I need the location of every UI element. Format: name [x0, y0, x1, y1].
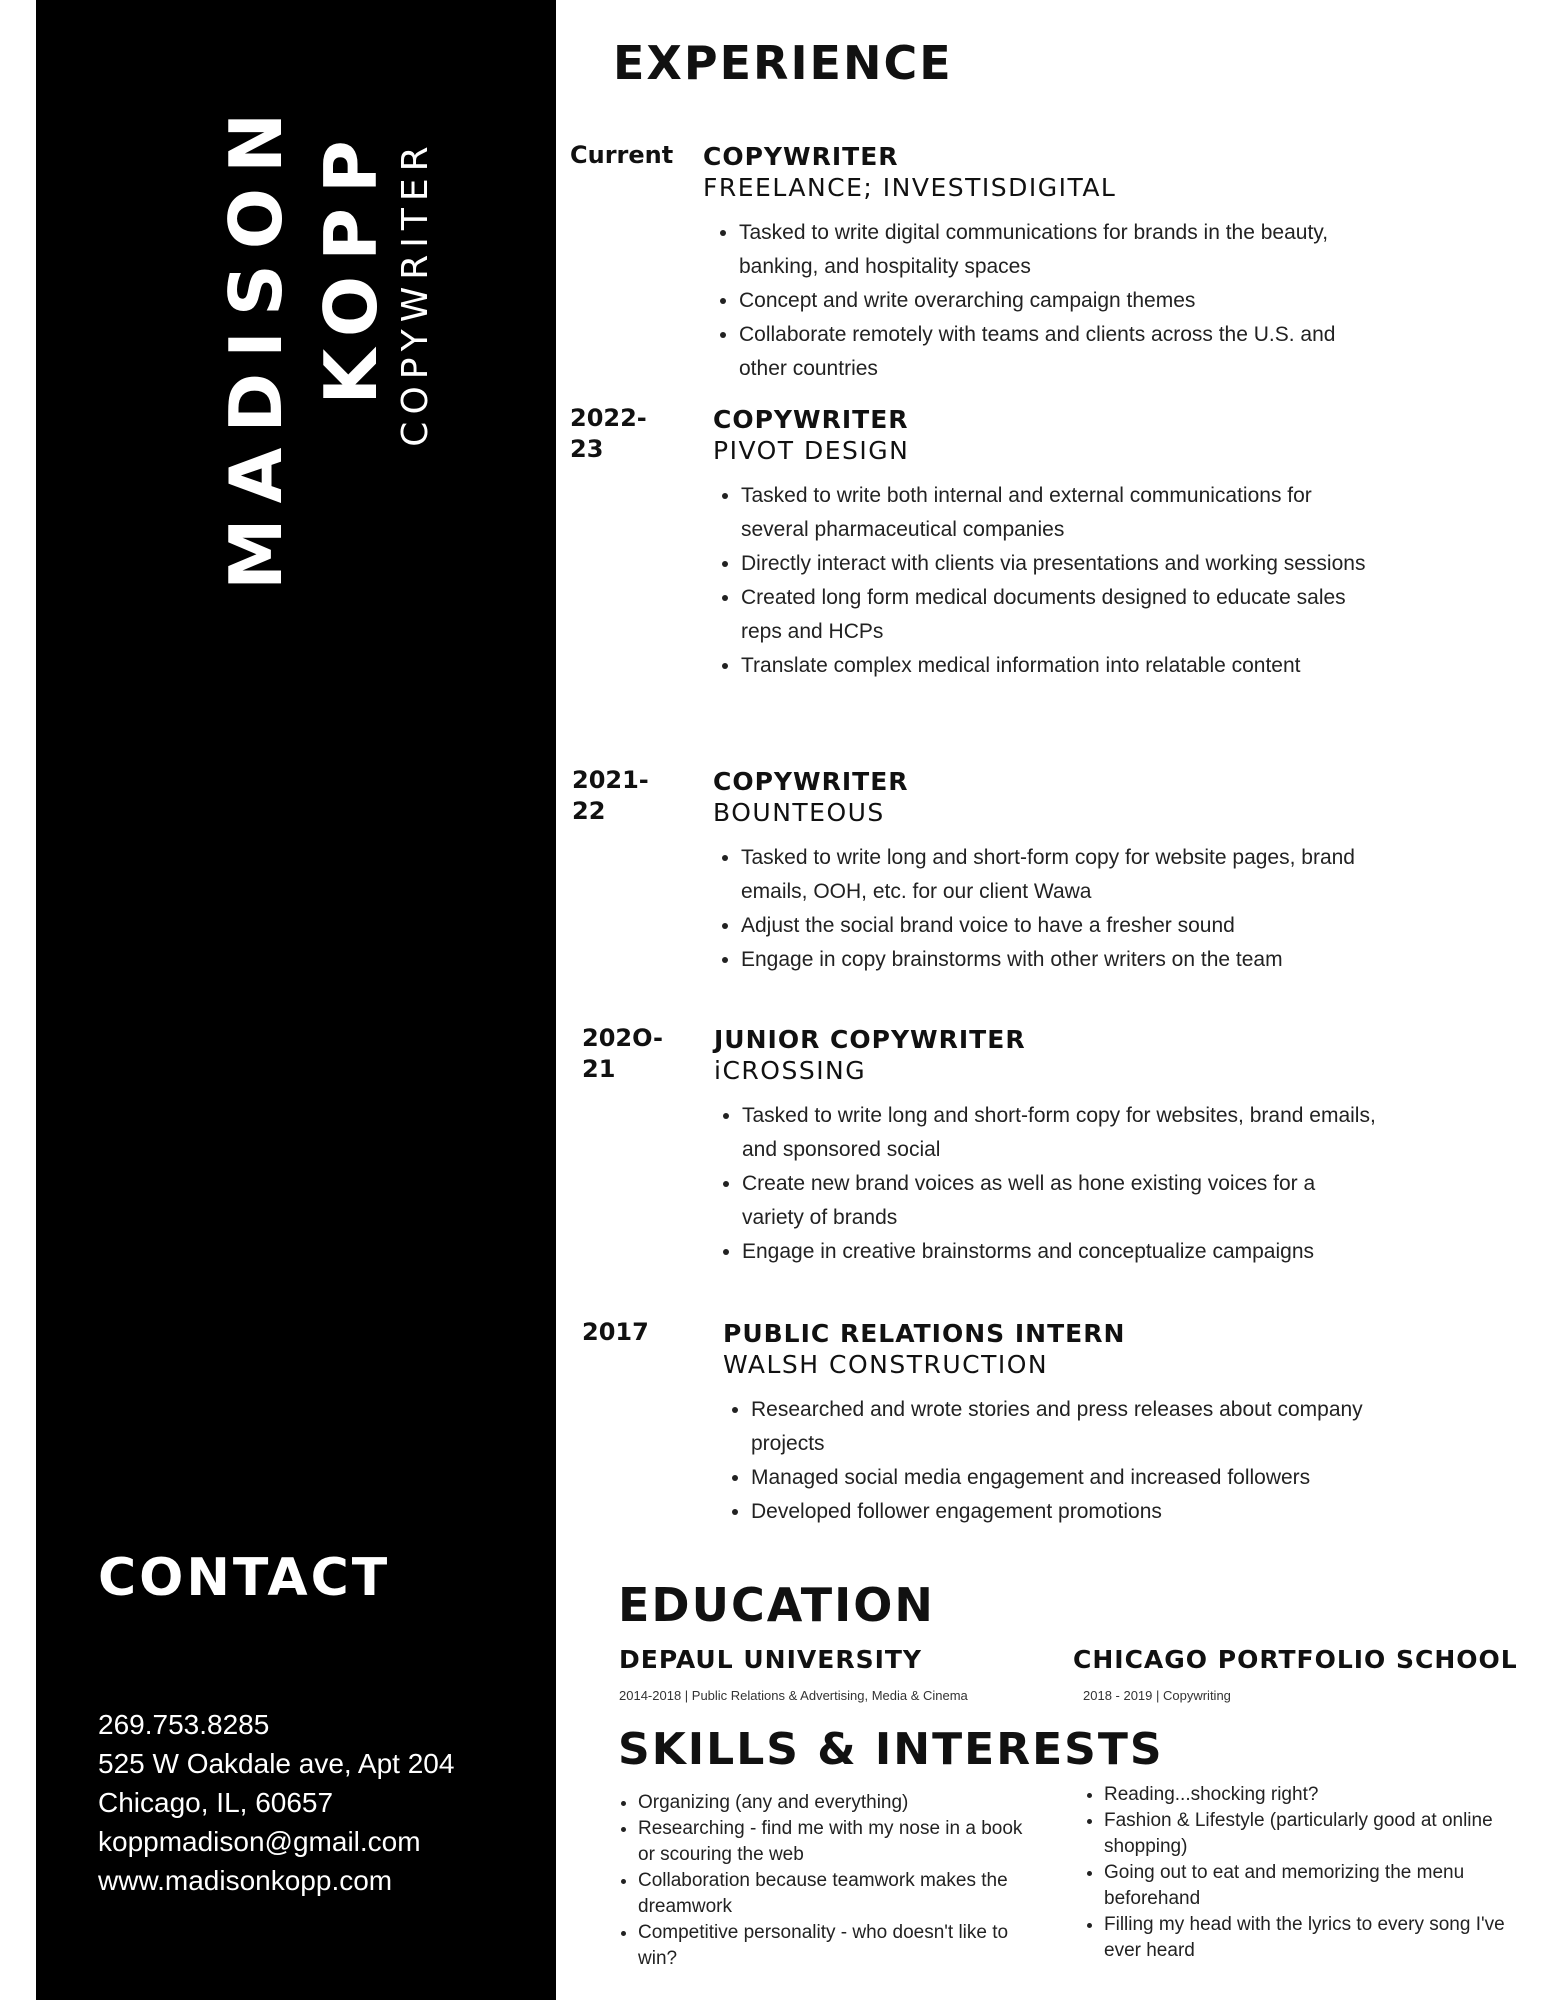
contact-phone[interactable]: 269.753.8285	[98, 1709, 270, 1740]
list-item: • Engage in copy brainstorms with other writers on the team	[741, 943, 1381, 977]
experience-heading: EXPERIENCE	[613, 36, 953, 90]
list-item: • Going out to eat and memorizing the menu beforehand	[1104, 1860, 1524, 1912]
list-item: • Researched and wrote stories and press releases about company projects	[751, 1393, 1391, 1461]
list-item: • Concept and write overarching campaign themes	[739, 284, 1379, 318]
list-item: • Directly interact with clients via presentations and working sessions	[741, 547, 1381, 581]
job-company: BOUNTEOUS	[713, 798, 885, 827]
job-year: Current	[570, 141, 674, 169]
job-year: 2021- 22	[572, 766, 649, 825]
school-meta: 2014-2018 | Public Relations & Advertising, Media & Cinema	[619, 1688, 968, 1703]
name-block	[36, 0, 556, 600]
list-item: • Create new brand voices as well as hone existing voices for a variety of brands	[742, 1167, 1382, 1235]
list-item: • Fashion & Lifestyle (particularly good at online shopping)	[1104, 1808, 1524, 1860]
job-company: WALSH CONSTRUCTION	[723, 1350, 1049, 1379]
list-item: • Organizing (any and everything)	[638, 1790, 1038, 1816]
list-item: • Translate complex medical information into relatable content	[741, 649, 1381, 683]
job-company: iCROSSING	[714, 1056, 867, 1085]
job-year: 202O- 21	[582, 1024, 663, 1083]
school-meta: 2018 - 2019 | Copywriting	[1083, 1688, 1231, 1703]
job-role: PUBLIC RELATIONS INTERN	[723, 1319, 1126, 1348]
first-name: MADISON	[214, 97, 298, 590]
list-item: • Tasked to write long and short-form copy for websites, brand emails, and sponsored social	[742, 1099, 1382, 1167]
job-bullets	[705, 479, 1381, 683]
list-item: • Researching - find me with my nose in a book or scouring the web	[638, 1816, 1038, 1868]
job-year: 2022- 23	[570, 404, 647, 463]
list-item: • Collaboration because teamwork makes the dreamwork	[638, 1868, 1038, 1920]
job-role: COPYWRITER	[713, 405, 909, 434]
job-title: COPYWRITER	[395, 139, 436, 447]
job-role: COPYWRITER	[713, 767, 909, 796]
job-bullets	[705, 841, 1381, 977]
education-heading: EDUCATION	[618, 1578, 935, 1632]
contact-list	[98, 1705, 454, 1900]
contact-email[interactable]: koppmadison@gmail.com	[98, 1826, 421, 1857]
skills-list-right	[1074, 1782, 1524, 1964]
last-name: KOPP	[309, 125, 393, 405]
contact-address-line2: Chicago, IL, 60657	[98, 1787, 334, 1818]
list-item: • Managed social media engagement and increased followers	[751, 1461, 1391, 1495]
list-item: • Filling my head with the lyrics to every song I've ever heard	[1104, 1912, 1524, 1964]
contact-address-line1: 525 W Oakdale ave, Apt 204	[98, 1748, 455, 1779]
list-item: • Tasked to write both internal and external communications for several pharmaceutical companies	[741, 479, 1381, 547]
job-company: PIVOT DESIGN	[713, 436, 910, 465]
list-item: • Created long form medical documents designed to educate sales reps and HCPs	[741, 581, 1381, 649]
list-item: • Adjust the social brand voice to have a fresher sound	[741, 909, 1381, 943]
contact-heading: CONTACT	[98, 1548, 391, 1608]
contact-website[interactable]: www.madisonkopp.com	[98, 1865, 393, 1896]
sidebar	[36, 0, 556, 2000]
job-year: 2017	[582, 1318, 649, 1346]
school-name: DEPAUL UNIVERSITY	[619, 1645, 923, 1674]
list-item: • Engage in creative brainstorms and conceptualize campaigns	[742, 1235, 1382, 1269]
school-name: CHICAGO PORTFOLIO SCHOOL	[1073, 1645, 1518, 1674]
job-bullets	[703, 216, 1379, 386]
job-role: COPYWRITER	[703, 142, 899, 171]
list-item: • Competitive personality - who doesn't like to win?	[638, 1920, 1038, 1972]
list-item: • Developed follower engagement promotions	[751, 1495, 1391, 1529]
list-item: • Tasked to write digital communications for brands in the beauty, banking, and hospitality spaces	[739, 216, 1379, 284]
skills-list-left	[608, 1790, 1038, 1972]
list-item: • Reading...shocking right?	[1104, 1782, 1524, 1808]
job-bullets	[715, 1393, 1391, 1529]
skills-heading: SKILLS & INTERESTS	[618, 1724, 1164, 1775]
job-company: FREELANCE; INVESTISDIGITAL	[703, 173, 1117, 202]
job-bullets	[706, 1099, 1382, 1269]
list-item: • Collaborate remotely with teams and clients across the U.S. and other countries	[739, 318, 1379, 386]
job-role: JUNIOR COPYWRITER	[714, 1025, 1026, 1054]
list-item: • Tasked to write long and short-form copy for website pages, brand emails, OOH, etc. for our client Wawa	[741, 841, 1381, 909]
